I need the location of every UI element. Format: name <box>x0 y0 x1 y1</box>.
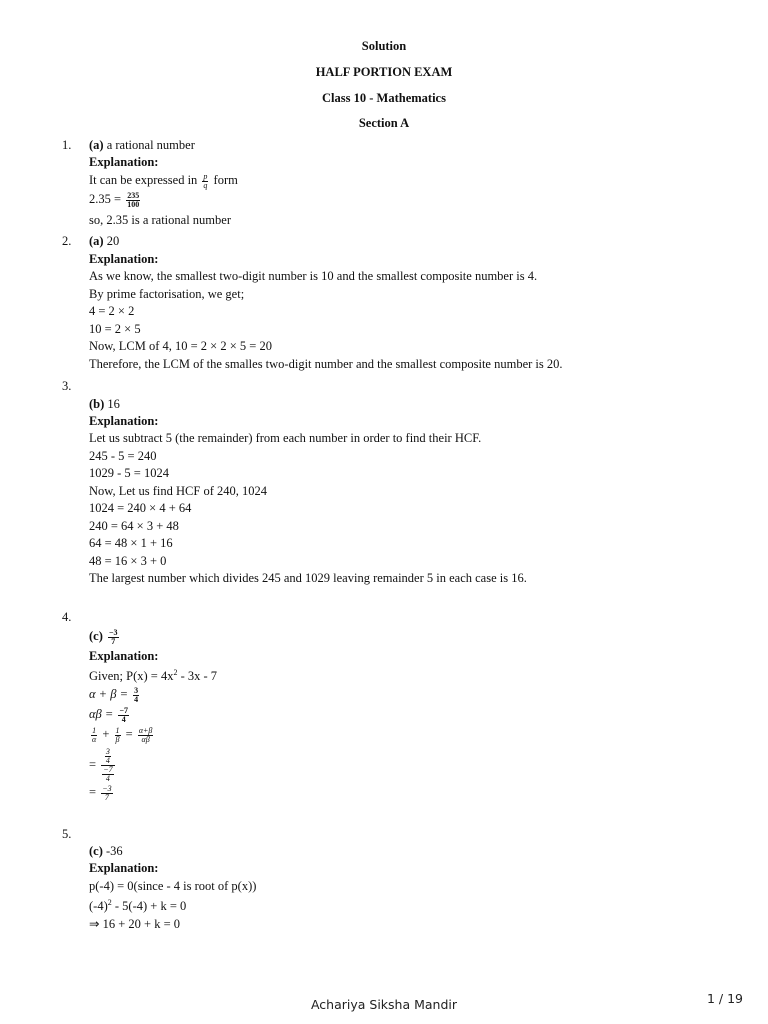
numerator <box>101 748 114 766</box>
explanation-text: Explanation: <box>89 414 159 428</box>
q3-line-2: 245 - 5 = 240 <box>89 449 157 463</box>
q1-line-2 <box>89 191 142 209</box>
answer-text: -36 <box>102 844 123 858</box>
q3-line-1: Let us subtract 5 (the remainder) from each number in order to find their HCF. <box>89 431 482 445</box>
q4-step-1 <box>89 748 117 783</box>
question-2-number: 2. <box>62 234 72 248</box>
answer-text: 20 <box>103 234 120 248</box>
fraction <box>101 785 112 802</box>
numerator: α+β <box>138 725 153 735</box>
q2-line-6: Therefore, the LCM of the smalles two-digit number and the smallest composite number is 20. <box>89 357 563 371</box>
numerator: −3 <box>109 627 118 637</box>
option-label: (b) <box>89 397 105 411</box>
text: 2.35 = <box>89 192 122 206</box>
fraction-235-100 <box>126 192 140 209</box>
text: α + β = <box>89 687 129 701</box>
q5-line-2 <box>89 898 186 914</box>
text: Given; P(x) = 4x <box>89 669 174 683</box>
section-heading: Section A <box>358 116 410 130</box>
class-subject: Class 10 - Mathematics <box>322 91 446 105</box>
q3-line-3: 1029 - 5 = 1024 <box>89 466 169 480</box>
explanation-text: Explanation: <box>89 252 159 266</box>
page-number: 1 / 19 <box>706 991 743 1006</box>
question-5-answer <box>89 843 123 859</box>
complex-fraction <box>101 748 114 783</box>
numerator: −3 <box>102 783 112 793</box>
option-label: (c) <box>89 844 103 858</box>
q3-line-4: Now, Let us find HCF of 240, 1024 <box>89 484 268 498</box>
explanation-label <box>89 860 158 876</box>
fraction <box>133 687 139 704</box>
q3-line-5: 1024 = 240 × 4 + 64 <box>89 501 192 515</box>
exponent: 2 <box>173 667 178 677</box>
fraction <box>105 748 111 765</box>
q1-line-1 <box>89 172 238 190</box>
denominator: 7 <box>111 636 116 646</box>
explanation-text: Explanation: <box>89 155 159 169</box>
q5-line-3: ⇒ 16 + 20 + k = 0 <box>89 917 180 931</box>
exponent: 2 <box>107 897 112 907</box>
fraction-p-q <box>202 173 208 190</box>
numerator: −7 <box>103 765 113 774</box>
question-4-answer <box>89 628 121 646</box>
text: = <box>89 757 97 772</box>
numerator: 1 <box>92 725 97 735</box>
q2-line-3: 4 = 2 × 2 <box>89 304 135 318</box>
denominator: q <box>203 180 208 190</box>
denominator: 4 <box>105 756 110 765</box>
q3-line-7: 64 = 48 × 1 + 16 <box>89 536 173 550</box>
option-label: (c) <box>89 629 103 643</box>
explanation-label <box>89 154 158 170</box>
fraction <box>91 727 97 744</box>
denominator: 100 <box>127 199 140 209</box>
denominator: 4 <box>134 694 139 704</box>
option-label: (a) <box>89 138 104 152</box>
q5-line-1: p(-4) = 0(since - 4 is root of p(x)) <box>89 879 257 893</box>
text: It can be expressed in <box>89 173 198 187</box>
q3-line-8: 48 = 16 × 3 + 0 <box>89 554 167 568</box>
q2-line-4: 10 = 2 × 5 <box>89 322 141 336</box>
text: - 5(-4) + k = 0 <box>111 899 187 913</box>
explanation-label <box>89 648 158 664</box>
explanation-label <box>89 413 158 429</box>
q4-product-roots <box>89 706 131 724</box>
text: αβ = <box>89 707 114 721</box>
question-2-answer <box>89 233 119 249</box>
fraction <box>102 766 113 783</box>
denominator: 7 <box>104 792 109 802</box>
text: = <box>89 785 97 799</box>
q3-line-9: The largest number which divides 245 and 1029 leaving remainder 5 in each case is 16. <box>89 571 527 585</box>
denominator: 4 <box>121 714 126 724</box>
solution-heading: Solution <box>361 39 407 53</box>
q4-reciprocal-sum <box>89 726 155 744</box>
q4-step-2 <box>89 784 115 802</box>
question-5-number: 5. <box>62 827 72 841</box>
text: - 3x - 7 <box>177 669 218 683</box>
q2-line-1: As we know, the smallest two-digit number is 10 and the smallest composite number is 4. <box>89 269 538 283</box>
numerator: 235 <box>127 190 140 200</box>
numerator: 3 <box>105 747 110 756</box>
footer-school-name: Achariya Siksha Mandir <box>310 997 458 1012</box>
fraction <box>138 727 154 744</box>
answer-text: a rational number <box>103 138 195 152</box>
q2-line-5: Now, LCM of 4, 10 = 2 × 2 × 5 = 20 <box>89 339 272 353</box>
question-1-answer <box>89 137 195 153</box>
option-label: (a) <box>89 234 104 248</box>
text: = <box>125 727 133 741</box>
q2-line-2: By prime factorisation, we get; <box>89 287 245 301</box>
denominator: 4 <box>105 774 110 783</box>
q1-line-3: so, 2.35 is a rational number <box>89 213 231 227</box>
numerator: 1 <box>115 725 120 735</box>
denominator <box>101 766 114 783</box>
q4-sum-roots <box>89 686 141 704</box>
numerator: 3 <box>134 685 139 695</box>
fraction <box>118 707 129 724</box>
explanation-label <box>89 251 158 267</box>
explanation-text: Explanation: <box>89 861 159 875</box>
answer-fraction <box>108 629 119 646</box>
text: + <box>102 727 110 741</box>
question-3-answer <box>89 396 120 412</box>
q4-given <box>89 668 217 684</box>
exam-title: HALF PORTION EXAM <box>315 65 453 79</box>
denominator: β <box>115 734 120 744</box>
numerator: p <box>203 171 208 181</box>
denominator: α <box>92 734 97 744</box>
question-4-number: 4. <box>62 610 72 624</box>
explanation-text: Explanation: <box>89 649 159 663</box>
fraction <box>115 727 121 744</box>
numerator: −7 <box>119 705 129 715</box>
denominator: αβ <box>141 734 150 744</box>
question-1-number: 1. <box>62 138 72 152</box>
q3-line-6: 240 = 64 × 3 + 48 <box>89 519 179 533</box>
text: form <box>213 173 238 187</box>
text: (-4) <box>89 899 108 913</box>
question-3-number: 3. <box>62 379 72 393</box>
answer-text: 16 <box>104 397 120 411</box>
